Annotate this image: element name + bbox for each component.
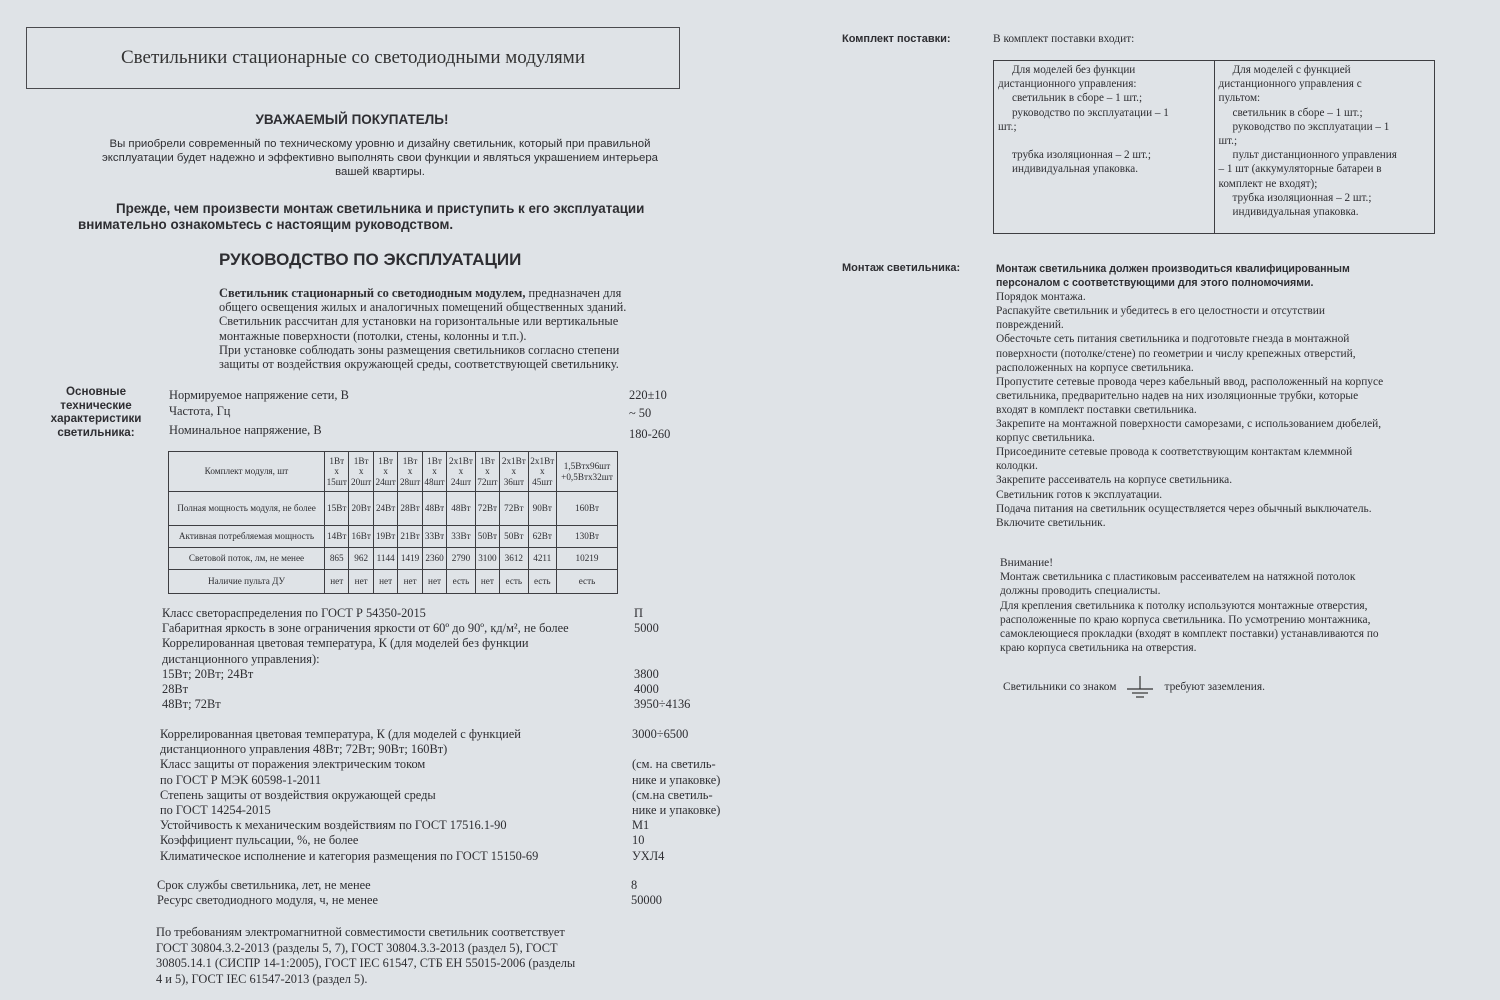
param-row <box>160 849 730 864</box>
table-cell: 33Вт <box>447 526 475 548</box>
table-cell: 962 <box>349 548 373 570</box>
delivery-line: светильник в сборе – 1 шт.; <box>1218 106 1363 119</box>
attention-line: должны проводить специалисты. <box>1000 585 1161 598</box>
mounting-line: входят в комплект поставки светильника. <box>996 403 1197 416</box>
mounting-line: Распакуйте светильник и убедитесь в его целостности и отсутствии <box>996 305 1325 318</box>
table-cell: 72Вт <box>500 492 528 526</box>
param-value: 3950÷4136 <box>634 697 691 712</box>
params-block-3 <box>157 878 667 908</box>
table-row <box>169 492 618 526</box>
mounting-text <box>996 262 1441 530</box>
delivery-line: пульт дистанционного управления <box>1218 149 1397 162</box>
description-line: При установке соблюдать зоны размещения светильников согласно степени <box>219 342 620 357</box>
table-header-cell: 1Вт x 72шт <box>475 452 499 492</box>
description-line: общего освещения жилых и аналогичных помещений общественных зданий. <box>219 300 627 315</box>
param-value: П <box>634 606 643 620</box>
table-cell: 2360 <box>422 548 446 570</box>
warning-line: внимательно ознакомьтесь с настоящим руководством. <box>78 217 454 232</box>
param-value: 3800 <box>634 666 659 681</box>
mounting-line: расположенных на корпусе светильника. <box>996 361 1194 374</box>
attention-text <box>1000 556 1445 655</box>
mounting-bold-line: Монтаж светильника должен производиться квалифицированным <box>996 263 1350 275</box>
spec-value: 180-260 <box>629 427 671 441</box>
table-cell: 48Вт <box>422 492 446 526</box>
table-cell: нет <box>325 570 349 594</box>
delivery-col-remote <box>1214 61 1435 234</box>
intro-line: вашей квартиры. <box>335 166 425 178</box>
table-cell: 48Вт <box>447 492 475 526</box>
param-value: 3000÷6500 <box>632 727 689 741</box>
table-row-label: Наличие пульта ДУ <box>169 570 325 594</box>
table-cell: 15Вт <box>325 492 349 526</box>
param-row <box>162 652 707 667</box>
delivery-line: светильник в сборе – 1 шт.; <box>998 92 1143 105</box>
delivery-line: комплект не входят); <box>1218 177 1318 190</box>
attention-line: самоклеющиеся прокладки (входят в комплект поставки) устанавливаются по <box>1000 628 1379 641</box>
table-cell: 10219 <box>557 548 618 570</box>
warning-line: Прежде, чем произвести монтаж светильника и приступить к его эксплуатации <box>116 201 645 216</box>
param-label: Габаритная яркость в зоне ограничения яркости от 60º до 90º, кд/м², не более <box>162 621 569 636</box>
param-value: 50000 <box>631 893 662 908</box>
param-row <box>160 727 730 742</box>
table-row-label: Активная потребляемая мощность <box>169 526 325 548</box>
delivery-line: дистанционного управления: <box>998 78 1137 91</box>
param-value: 5000 <box>634 621 659 636</box>
grounding-text-after: требуют заземления. <box>1164 681 1265 693</box>
param-label: Устойчивость к механическим воздействиям по ГОСТ 17516.1-90 <box>160 818 507 833</box>
manual-title: РУКОВОДСТВО ПО ЭКСПЛУАТАЦИИ <box>219 250 522 269</box>
table-header-row <box>169 452 618 492</box>
mounting-line: повреждений. <box>996 319 1064 332</box>
table-cell: 72Вт <box>475 492 499 526</box>
delivery-line: – 1 шт (аккумуляторные батареи в <box>1218 163 1382 176</box>
specs-heading-line: светильника: <box>57 425 135 439</box>
table-cell: 21Вт <box>398 526 422 548</box>
description-bold: Светильник стационарный со светодиодным модулем, <box>219 286 526 300</box>
param-value: (см.на светиль- <box>632 787 713 802</box>
mounting-line: Пропустите сетевые провода через кабельный ввод, расположенный на корпусе <box>996 375 1384 388</box>
param-label: дистанционного управления): <box>162 651 320 666</box>
delivery-line: пультом: <box>1218 92 1261 105</box>
emc-line: ГОСТ 30804.3.2-2013 (разделы 5, 7), ГОСТ 30804.3.3-2013 (раздел 5), ГОСТ <box>156 940 558 955</box>
delivery-col-no-remote <box>994 61 1215 234</box>
table-cell: нет <box>422 570 446 594</box>
table-row <box>169 570 618 594</box>
module-spec-table <box>168 451 618 594</box>
delivery-line: руководство по эксплуатации – 1 <box>998 106 1169 119</box>
delivery-intro: В комплект поставки входит: <box>993 33 1135 45</box>
intro-paragraph <box>60 137 700 179</box>
mounting-line: Светильник готов к эксплуатации. <box>996 488 1163 501</box>
description-line: монтажные поверхности (потолки, стены, колонны и т.п.). <box>219 328 527 343</box>
mounting-line: Закрепите на монтажной поверхности саморезами, с использованием дюбелей, <box>996 418 1382 431</box>
table-header-cell: 1Вт x 15шт <box>325 452 349 492</box>
params-block-2 <box>160 727 730 864</box>
table-cell: 90Вт <box>528 492 556 526</box>
table-cell: 20Вт <box>349 492 373 526</box>
delivery-line: трубка изоляционная – 2 шт.; <box>998 149 1151 162</box>
delivery-line <box>998 134 1210 148</box>
mounting-line: Присоедините сетевые провода к соответствующим контактам клеммной <box>996 446 1353 459</box>
param-row <box>160 803 730 818</box>
mounting-line: поверхности (потолке/стене) по геометрии и числу крепежных отверстий, <box>996 347 1356 360</box>
table-cell: 50Вт <box>500 526 528 548</box>
description-line: Светильник рассчитан для установки на горизонтальные или вертикальные <box>219 314 619 329</box>
table-cell: 50Вт <box>475 526 499 548</box>
description-line: защиты от воздействия окружающей среды, соответствующей светильнику. <box>219 357 619 372</box>
table-cell: 130Вт <box>557 526 618 548</box>
description-paragraph <box>219 286 689 371</box>
delivery-line: шт.; <box>1218 135 1238 148</box>
table-cell: нет <box>349 570 373 594</box>
param-label: 48Вт; 72Вт <box>162 697 221 712</box>
attention-line: расположенные по краю корпуса светильника. По усмотрению монтажника, <box>1000 613 1371 626</box>
document-title <box>26 27 680 89</box>
table-cell: нет <box>398 570 422 594</box>
mounting-line: Порядок монтажа. <box>996 291 1086 304</box>
table-row-label: Полная мощность модуля, не более <box>169 492 325 526</box>
attention-line: краю корпуса светильника на отверстия. <box>1000 642 1197 655</box>
table-cell: 33Вт <box>422 526 446 548</box>
table-header-cell: 1,5Втx96шт +0,5Втx32шт <box>557 452 618 492</box>
param-label: по ГОСТ Р МЭК 60598-1-2011 <box>160 772 322 787</box>
specs-heading-line: Основные <box>65 385 127 398</box>
table-row <box>169 548 618 570</box>
param-row <box>162 697 707 712</box>
table-header-cell: 1Вт x 24шт <box>373 452 397 492</box>
delivery-line: трубка изоляционная – 2 шт.; <box>1218 191 1372 204</box>
table-row <box>169 526 618 548</box>
table-cell: 14Вт <box>325 526 349 548</box>
spec-label: Нормируемое напряжение сети, В <box>169 388 349 402</box>
table-row-label: Световой поток, лм, не менее <box>169 548 325 570</box>
delivery-line: шт.; <box>998 120 1017 133</box>
param-row <box>160 742 730 757</box>
param-value <box>634 652 707 667</box>
spec-value: ~ 50 <box>629 405 652 420</box>
mounting-line: Закрепите рассеиватель на корпусе светильника. <box>996 474 1233 487</box>
spec-label: Номинальное напряжение, В <box>169 423 322 437</box>
delivery-line: руководство по эксплуатации – 1 <box>1218 120 1390 133</box>
table-cell: есть <box>447 570 475 594</box>
param-label: по ГОСТ 14254-2015 <box>160 802 271 817</box>
ground-symbol-icon <box>1124 674 1156 700</box>
param-row <box>160 833 730 848</box>
spec-value: 220±10 <box>629 388 667 402</box>
param-value: УХЛ4 <box>632 848 665 863</box>
specs-heading <box>36 385 156 439</box>
emc-line: По требованиям электромагнитной совместимости светильник соответствует <box>156 925 565 939</box>
param-row <box>157 878 667 893</box>
param-label: Климатическое исполнение и категория размещения по ГОСТ 15150-69 <box>160 848 539 863</box>
mounting-line: корпус светильника. <box>996 432 1095 445</box>
table-header-cell: Комплект модуля, шт <box>169 452 325 492</box>
param-label: дистанционного управления 48Вт; 72Вт; 90Вт; 160Вт) <box>160 742 448 757</box>
emc-line: 30805.14.1 (СИСПР 14-1:2005), ГОСТ IEC 61547, СТБ ЕН 55015-2006 (разделы <box>156 956 576 970</box>
param-row <box>162 606 707 621</box>
mounting-line: светильника, предварительно надев на них изоляционные трубки, которые <box>996 389 1359 402</box>
param-value <box>632 742 730 757</box>
document-title-text: Светильники стационарные со светодиодными модулями <box>121 47 585 68</box>
description-rest: предназначен для <box>525 286 622 300</box>
param-value: 10 <box>632 833 645 848</box>
mounting-line: Включите светильник. <box>996 516 1106 529</box>
param-label: Ресурс светодиодного модуля, ч, не менее <box>157 893 379 908</box>
param-label: Срок службы светильника, лет, не менее <box>157 878 371 892</box>
param-value <box>634 636 707 651</box>
grounding-text-before: Светильники со знаком <box>1003 681 1117 693</box>
mounting-line: колодки. <box>996 460 1038 473</box>
spec-label: Частота, Гц <box>169 403 231 418</box>
table-cell: 24Вт <box>373 492 397 526</box>
delivery-table <box>993 60 1435 234</box>
specs-heading-line: характеристики <box>50 412 142 425</box>
delivery-line: дистанционного управления с <box>1218 78 1362 91</box>
param-row <box>160 788 730 803</box>
param-row <box>162 667 707 682</box>
param-label: 28Вт <box>162 681 189 696</box>
param-row <box>162 682 707 697</box>
table-cell: 1419 <box>398 548 422 570</box>
param-label: Коррелированная цветовая температура, К (для моделей с функцией <box>160 727 521 741</box>
grounding-note <box>1003 674 1265 700</box>
specs-heading-line: технические <box>60 398 132 412</box>
param-value: 4000 <box>634 681 659 696</box>
param-value: М1 <box>632 818 650 833</box>
table-header-cell: 1Вт x 20шт <box>349 452 373 492</box>
basic-specs <box>169 388 689 443</box>
delivery-line: Для моделей с функцией <box>1218 64 1351 76</box>
table-header-cell: 2x1Вт x 45шт <box>528 452 556 492</box>
table-cell: 865 <box>325 548 349 570</box>
basic-spec-row <box>169 404 689 422</box>
param-value: (см. на светиль- <box>632 757 716 772</box>
table-cell: нет <box>475 570 499 594</box>
table-cell: 3100 <box>475 548 499 570</box>
table-header-cell: 1Вт x 28шт <box>398 452 422 492</box>
param-row <box>162 636 707 651</box>
table-cell: нет <box>373 570 397 594</box>
table-header-cell: 1Вт x 48шт <box>422 452 446 492</box>
param-label: Коэффициент пульсации, %, не более <box>160 833 359 848</box>
attention-line: Монтаж светильника с пластиковым рассеивателем на натяжной потолок <box>1000 571 1356 584</box>
param-label: Класс светораспределения по ГОСТ Р 54350-2015 <box>162 606 426 620</box>
intro-line: Вы приобрели современный по техническому уровню и дизайну светильник, который при правильной <box>109 138 651 150</box>
param-value: нике и упаковке) <box>632 772 721 787</box>
delivery-label: Комплект поставки: <box>842 33 951 45</box>
mounting-line: Подача питания на светильник осуществляется через обычный выключатель. <box>996 502 1372 515</box>
param-label: Степень защиты от воздействия окружающей среды <box>160 787 436 802</box>
table-cell: есть <box>528 570 556 594</box>
table-cell: 16Вт <box>349 526 373 548</box>
mounting-bold-line: персоналом с соответствующими для этого полномочиями. <box>996 277 1314 290</box>
warning-text <box>78 201 718 233</box>
delivery-line: индивидуальная упаковка. <box>1218 206 1359 219</box>
greeting-heading: УВАЖАЕМЫЙ ПОКУПАТЕЛЬ! <box>255 112 449 127</box>
mounting-label: Монтаж светильника: <box>842 262 961 274</box>
params-block <box>162 606 707 712</box>
delivery-line: Для моделей без функции <box>998 64 1136 76</box>
table-cell: 160Вт <box>557 492 618 526</box>
table-cell: 28Вт <box>398 492 422 526</box>
param-row <box>160 757 730 772</box>
param-label: 15Вт; 20Вт; 24Вт <box>162 666 254 681</box>
param-row <box>157 893 667 908</box>
mounting-line: Обесточьте сеть питания светильника и подготовьте гнезда в монтажной <box>996 333 1350 346</box>
attention-line: Для крепления светильника к потолку используются монтажные отверстия, <box>1000 599 1368 612</box>
table-cell: 2790 <box>447 548 475 570</box>
table-cell: есть <box>500 570 528 594</box>
table-cell: 4211 <box>528 548 556 570</box>
param-label: Коррелированная цветовая температура, К (для моделей без функции <box>162 636 529 651</box>
table-cell: есть <box>557 570 618 594</box>
delivery-line: индивидуальная упаковка. <box>998 163 1139 176</box>
param-row <box>160 773 730 788</box>
table-header-cell: 2x1Вт x 36шт <box>500 452 528 492</box>
table-header-cell: 2x1Вт x 24шт <box>447 452 475 492</box>
param-row <box>160 818 730 833</box>
table-cell: 3612 <box>500 548 528 570</box>
table-cell: 62Вт <box>528 526 556 548</box>
emc-paragraph <box>156 925 616 987</box>
param-value: 8 <box>631 878 638 892</box>
attention-line: Внимание! <box>1000 557 1054 569</box>
emc-line: 4 и 5), ГОСТ IEC 61547-2013 (раздел 5). <box>156 971 368 986</box>
basic-spec-row <box>169 388 689 404</box>
intro-line: эксплуатации будет надежно и эффективно выполнять свои функции и являться украшением интерьера <box>102 152 658 164</box>
param-row <box>162 621 707 636</box>
param-label: Класс защиты от поражения электрическим током <box>160 757 426 772</box>
table-cell: 19Вт <box>373 526 397 548</box>
table-cell: 1144 <box>373 548 397 570</box>
param-value: нике и упаковке) <box>632 802 721 817</box>
basic-spec-row <box>169 423 689 443</box>
